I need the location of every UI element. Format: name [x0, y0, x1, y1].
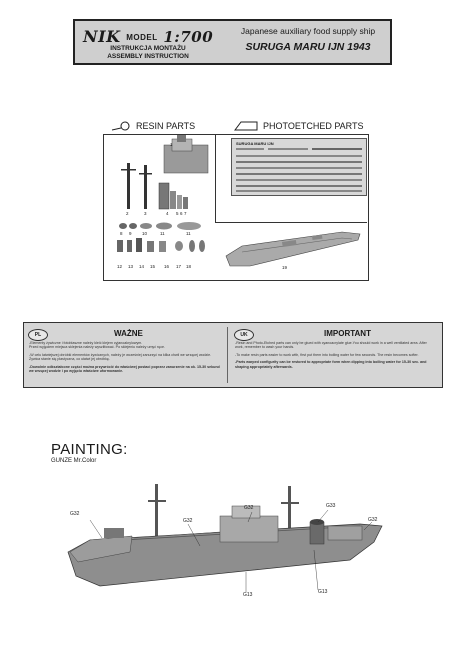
- brand-main: NIK: [83, 27, 121, 46]
- part-number: 5: [176, 211, 179, 216]
- part-number: 1: [170, 142, 173, 147]
- part-number: 8: [120, 231, 123, 236]
- pe-railing: [236, 155, 362, 157]
- part-number: 15: [150, 264, 156, 269]
- part-number: 2: [126, 211, 129, 216]
- part-number: 11: [160, 231, 165, 236]
- paint-callout: G33: [326, 503, 336, 509]
- part-number: 12: [117, 264, 123, 269]
- pe-railing: [236, 190, 362, 192]
- pl-text-line: -Dowolnie odkształcone części można przywrócić do właściwej postaci poprzez zanurzenie na ok. 15-30 sekund we wrzącej wodzie i po wyjęciu właściwe uformowanie.: [29, 364, 220, 374]
- paint-callout: G32: [368, 517, 378, 523]
- pe-railing: [236, 185, 362, 187]
- part-number: 3: [144, 211, 147, 216]
- parts-divider-vertical: [215, 134, 216, 223]
- painting-subtitle: GUNZE Mr.Color: [51, 458, 97, 464]
- paint-callout: G32: [244, 505, 254, 511]
- important-notice-box: [23, 322, 443, 388]
- uk-flag-badge: UK: [234, 329, 254, 341]
- pl-text-line: -W celu łatwiejszej obróbki elementów żywicznych, należy je wcześniej zanurzyć na kilka chwil we wrzącej wodzie. Żywica stanie się plastyczna, co ułatwi jej obróbkę.: [29, 352, 212, 362]
- pe-part: [312, 148, 362, 150]
- pl-text-line: -Elementy żywiczne i fotoblaszne należy kleić klejem cyjanoakrylowym.: [29, 341, 143, 345]
- pe-parts-legend: [233, 121, 364, 131]
- title-banner: [73, 19, 392, 65]
- info-divider: [227, 327, 228, 383]
- pe-railing: [236, 179, 362, 181]
- part-number: 17: [176, 264, 182, 269]
- pe-sheet-icon: [233, 121, 259, 131]
- pe-railing: [236, 161, 362, 163]
- resin-parts-legend: [110, 121, 195, 131]
- magnifier-icon: [110, 121, 132, 131]
- paint-callout: G32: [183, 518, 193, 524]
- brand-model: MODEL: [126, 33, 158, 42]
- ship-title: SURUGA MARU IJN 1943: [245, 41, 371, 53]
- part-number: 16: [164, 264, 170, 269]
- part-number: 10: [142, 231, 148, 236]
- instruction-en: ASSEMBLY INSTRUCTION: [107, 53, 189, 60]
- pe-parts-label: PHOTOETCHED PARTS: [263, 121, 364, 131]
- uk-heading: IMPORTANT: [324, 329, 371, 338]
- part-number: 6: [180, 211, 183, 216]
- part-number: 18: [186, 264, 192, 269]
- instruction-label: [93, 45, 203, 61]
- uk-text-line: -Parts warped configurity can be restored to appropriate form when dipping into boiling water for 15-30 sec. and shaping appropriately afterwards.: [235, 360, 427, 369]
- photoetched-fret: [231, 138, 367, 196]
- pe-railing: [236, 167, 362, 169]
- part-number: 11: [186, 231, 191, 236]
- uk-text-line: -Resin and Photo-Etched parts can only be glued with cyanoacrylate glue.You should work in a well ventilated area. After work, remember to wash your hands.: [235, 341, 427, 350]
- paint-callout: G32: [70, 511, 80, 517]
- ship-painting-illustration: [60, 480, 390, 600]
- paint-callout: G13: [318, 589, 328, 595]
- part-number: 7: [184, 211, 187, 216]
- resin-parts-illustration: [104, 135, 214, 278]
- hull-illustration: [222, 226, 364, 274]
- part-number: 13: [128, 264, 134, 269]
- uk-text-line: -To make resin parts easier to work with, first put them into boiling water for few seconds. The resin becomes softer.: [235, 352, 419, 357]
- parts-divider-horizontal: [215, 222, 367, 223]
- painting-title: PAINTING:: [51, 441, 128, 458]
- part-number: 19: [282, 265, 288, 270]
- scale-label: 1:700: [163, 28, 214, 46]
- instruction-pl: INSTRUKCJA MONTAŻU: [110, 45, 186, 52]
- paint-callout: G13: [243, 592, 253, 598]
- pl-flag-badge: PL: [28, 329, 48, 341]
- resin-parts-label: RESIN PARTS: [136, 121, 196, 131]
- ship-subtitle: Japanese auxiliary food supply ship: [240, 26, 376, 36]
- part-number: 4: [166, 211, 169, 216]
- pe-part: [236, 148, 264, 150]
- brand-logo: [83, 27, 213, 46]
- uk-notice-text: [235, 341, 435, 369]
- pl-heading: WAŻNE: [114, 329, 143, 338]
- part-number: 14: [139, 264, 145, 269]
- pl-notice-text: [29, 341, 223, 373]
- pe-railing: [236, 173, 362, 175]
- part-number: 9: [129, 231, 132, 236]
- pe-fret-title: SURUGA MARU IJN: [236, 141, 274, 146]
- pe-part: [268, 148, 308, 150]
- pl-text-line: Przed wyjęciem miejsca sklejenia należy wyszlifować. Po sklejeniu należy umyć ręce.: [29, 345, 166, 350]
